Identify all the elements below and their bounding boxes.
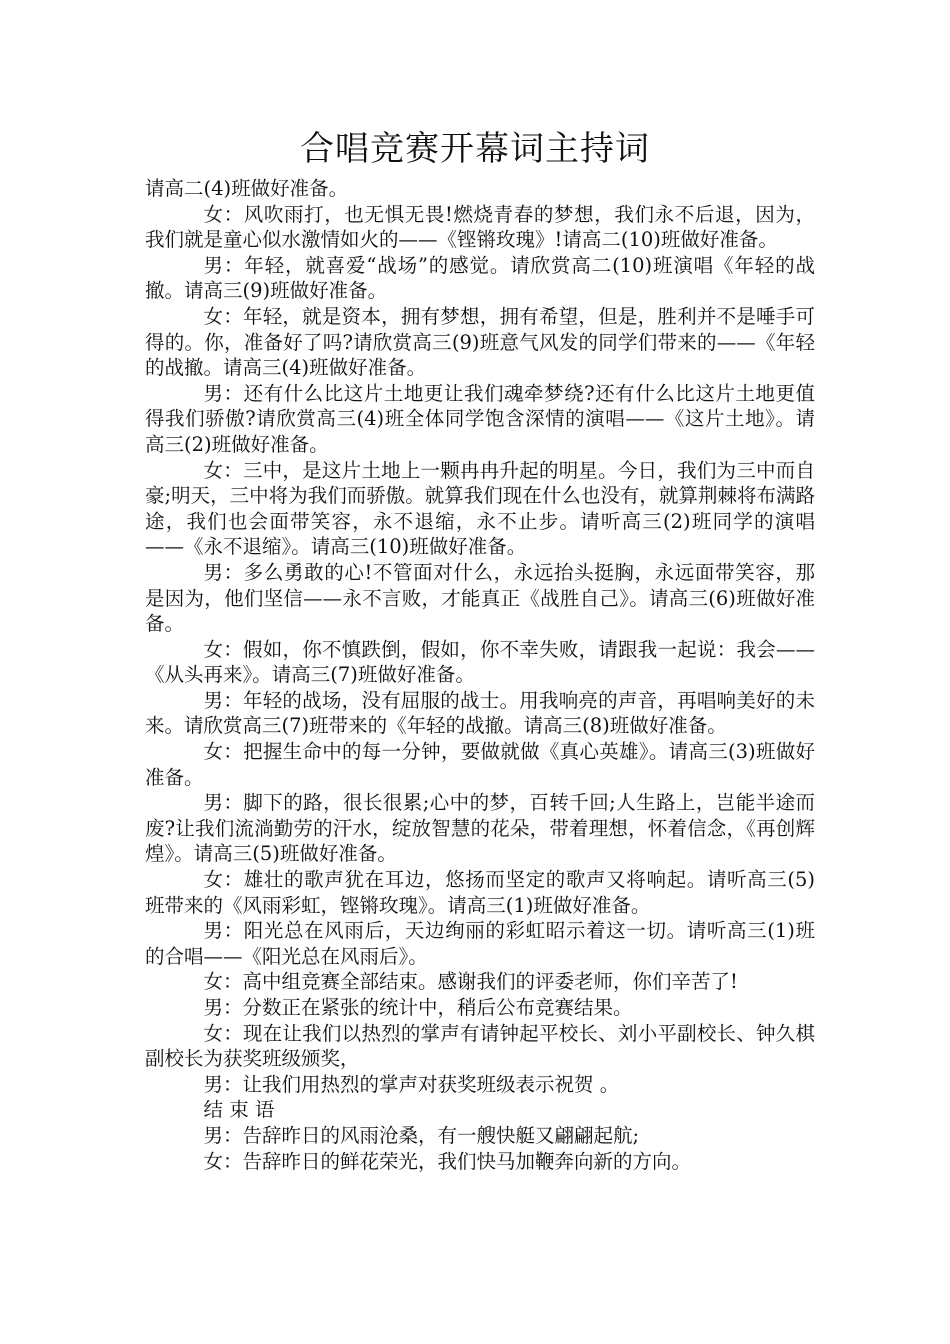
paragraph: 男：还有什么比这片土地更让我们魂牵梦绕?还有什么比这片土地更值得我们骄傲?请欣赏高三(4)班全体同学饱含深情的演唱——《这片土地》。请高三(2)班做好准备。: [145, 381, 815, 456]
paragraph: 男：分数正在紧张的统计中，稍后公布竞赛结果。: [203, 996, 633, 1019]
paragraph: 男：阳光总在风雨后，天边绚丽的彩虹昭示着这一切。请听高三(1)班的合唱——《阳光总在风雨后》。: [145, 919, 815, 968]
paragraph: 男：脚下的路，很长很累;心中的梦，百转千回;人生路上，岂能半途而废?让我们流淌勤劳的汗水，绽放智慧的花朵，带着理想，怀着信念，《再创辉煌》。请高三(5)班做好准备。: [145, 791, 815, 866]
paragraph: 女：年轻，就是资本，拥有梦想，拥有希望，但是，胜利并不是唾手可得的。你，准备好了吗?请欣赏高三(9)班意气风发的同学们带来的——《年轻的战撤。请高三(4)班做好准备。: [145, 304, 815, 380]
paragraph: 女：三中，是这片土地上一颗冉冉升起的明星。今日，我们为三中而自豪;明天，三中将为我们而骄傲。就算我们现在什么也没有，就算荆棘将布满路途，我们也会面带笑容，永不退缩，永不止步。请听高三(2)班同学的演唱——《永不退缩》。请高三(10)班做好准备。: [145, 458, 815, 559]
paragraph: 女：把握生命中的每一分钟，要做就做《真心英雄》。请高三(3)班做好准备。: [145, 740, 815, 789]
paragraph: 男：多么勇敢的心!不管面对什么，永远抬头挺胸，永远面带笑容，那是因为，他们坚信——永不言败，才能真正《战胜自己》。请高三(6)班做好准备。: [145, 560, 815, 636]
document-body: [145, 176, 815, 1174]
paragraph: 女：高中组竞赛全部结束。感谢我们的评委老师，你们辛苦了!: [203, 970, 738, 994]
paragraph: 男：年轻的战场，没有屈服的战士。用我响亮的声音，再唱响美好的未来。请欣赏高三(7)班带来的《年轻的战撤。请高三(8)班做好准备。: [145, 688, 815, 738]
paragraph: 请高二(4)班做好准备。: [145, 177, 349, 200]
paragraph: 男：让我们用热烈的掌声对获奖班级表示祝贺 。: [203, 1072, 620, 1096]
paragraph: 女：告辞昨日的鲜花荣光，我们快马加鞭奔向新的方向。: [203, 1149, 692, 1173]
paragraph: 男：告辞昨日的风雨沧桑，有一艘快艇又翩翩起航;: [203, 1123, 640, 1147]
document-title: 合唱竞赛开幕词主持词: [300, 129, 650, 169]
paragraph: 男：年轻，就喜爱“战场”的感觉。请欣赏高二(10)班演唱《年轻的战撤。请高三(9)班做好准备。: [145, 253, 815, 303]
closing-heading: 结 束 语: [203, 1098, 275, 1122]
paragraph: 女：现在让我们以热烈的掌声有请钟起平校长、刘小平副校长、钟久棋副校长为获奖班级颁奖，: [145, 1021, 815, 1071]
paragraph: 女：雄壮的歌声犹在耳边，悠扬而坚定的歌声又将响起。请听高三(5)班带来的《风雨彩虹，铿锵玫瑰》。请高三(1)班做好准备。: [145, 868, 815, 917]
paragraph: 女：假如，你不慎跌倒，假如，你不幸失败，请跟我一起说：我会——《从头再来》。请高三(7)班做好准备。: [145, 637, 815, 687]
paragraph: 女：风吹雨打，也无惧无畏!燃烧青春的梦想，我们永不后退，因为，我们就是童心似水激情如火的——《铿锵玫瑰》!请高二(10)班做好准备。: [145, 202, 815, 252]
